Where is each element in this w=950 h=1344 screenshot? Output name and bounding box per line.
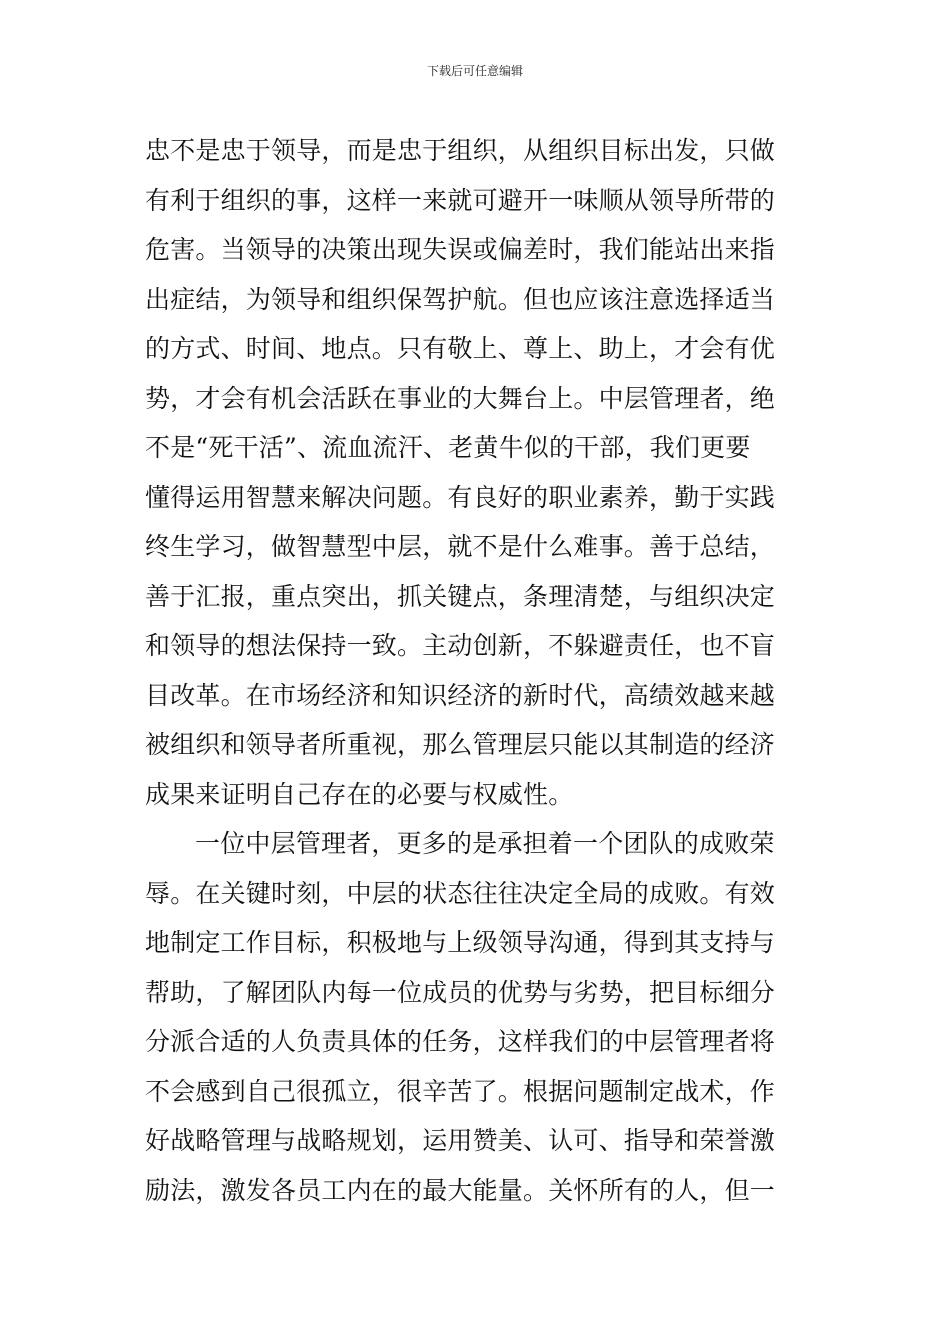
text-line: 帮助，了解团队内每一位成员的优势与劣势，把目标细分 <box>145 977 776 1007</box>
text-line: 被组织和领导者所重视，那么管理层只能以其制造的经济 <box>145 730 776 759</box>
text-line: 成果来证明自己存在的必要与权威性。 <box>145 779 574 809</box>
page-header: 下载后可任意编辑 <box>426 64 523 78</box>
text-line: 目改革。在市场经济和知识经济的新时代，高绩效越来越 <box>145 680 776 710</box>
text-line: 的方式、时间、地点。只有敬上、尊上、助上，才会有优 <box>145 334 776 363</box>
text-line: 不是“死干活”、流血流汗、老黄牛似的干部，我们更要 <box>145 433 751 462</box>
text-line: 有利于组织的事，这样一来就可避开一味顺从领导所带的 <box>145 185 776 215</box>
text-line: 忠不是忠于领导，而是忠于组织，从组织目标出发，只做 <box>145 136 776 165</box>
text-line: 辱。在关键时刻，中层的状态往往决定全局的成败。有效 <box>145 878 776 908</box>
text-line: 懂得运用智慧来解决问题。有良好的职业素养，勤于实践 <box>145 482 776 512</box>
text-line: 善于汇报，重点突出，抓关键点，条理清楚，与组织决定 <box>145 581 776 611</box>
paragraph-first-line: 一位中层管理者，更多的是承担着一个团队的成败荣 <box>195 829 775 858</box>
text-line: 出症结，为领导和组织保驾护航。但也应该注意选择适当 <box>145 284 776 314</box>
text-line: 势，才会有机会活跃在事业的大舞台上。中层管理者，绝 <box>145 383 776 413</box>
body-text <box>145 126 810 1215</box>
text-line: 地制定工作目标，积极地与上级领导沟通，得到其支持与 <box>145 928 776 957</box>
text-line: 不会感到自己很孤立，很辛苦了。根据问题制定战术，作 <box>145 1076 776 1106</box>
text-line: 危害。当领导的决策出现失误或偏差时，我们能站出来指 <box>145 235 776 264</box>
text-line: 终生学习，做智慧型中层，就不是什么难事。善于总结， <box>145 532 776 561</box>
text-line: 励法，激发各员工内在的最大能量。关怀所有的人，但一 <box>145 1175 776 1205</box>
text-line: 好战略管理与战略规划，运用赞美、认可、指导和荣誉激 <box>145 1126 776 1155</box>
text-line: 分派合适的人负责具体的任务，这样我们的中层管理者将 <box>145 1027 776 1056</box>
text-line: 和领导的想法保持一致。主动创新，不躲避责任，也不盲 <box>145 631 776 660</box>
